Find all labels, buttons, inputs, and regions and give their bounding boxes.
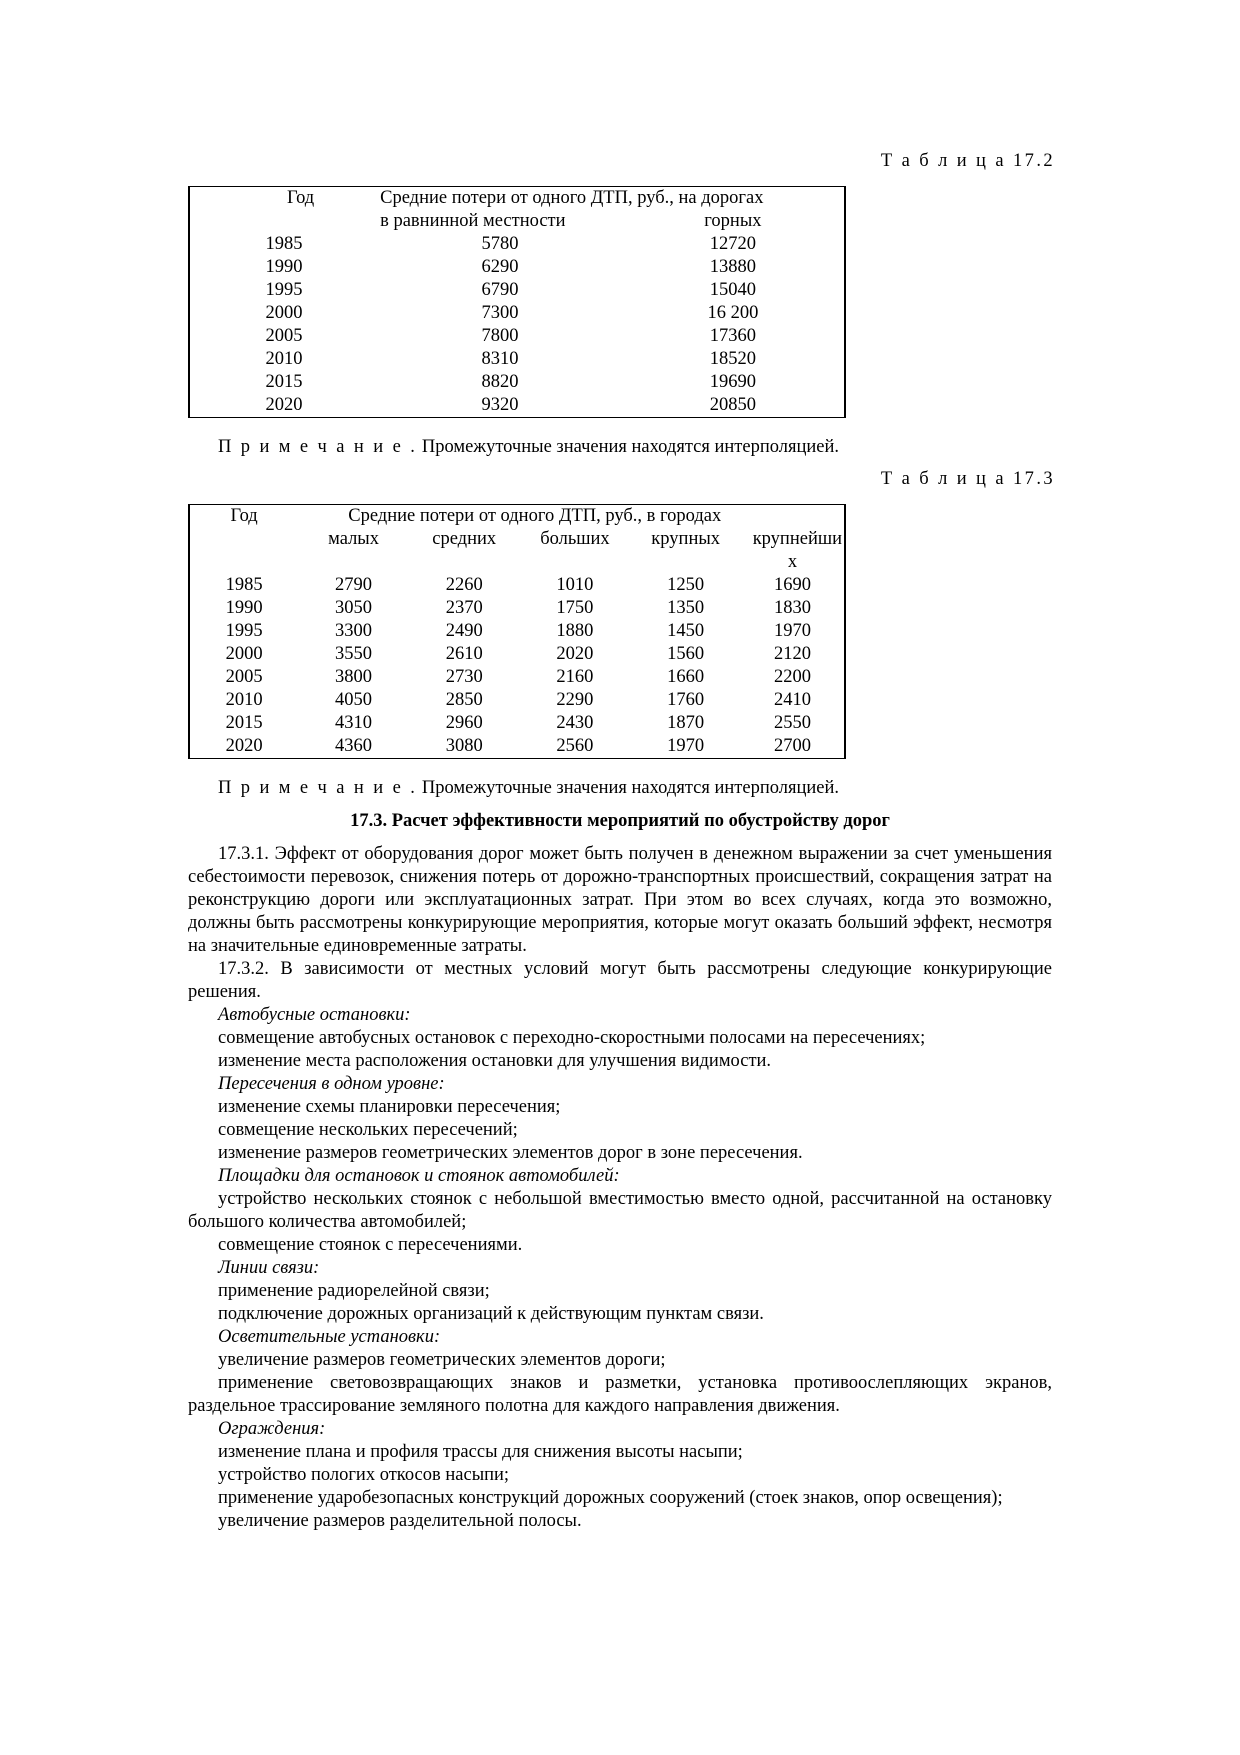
- value-cell: 2370: [445, 598, 483, 618]
- subheader-largest: крупнейши: [752, 529, 842, 549]
- paragraph: изменение плана и профиля трассы для снижения высоты насыпи;: [218, 1442, 743, 1462]
- table-row: [189, 371, 845, 394]
- year-cell: 2000: [265, 303, 303, 323]
- table-row: [189, 325, 845, 348]
- paragraph: совмещение стоянок с пересечениями.: [218, 1235, 523, 1255]
- year-cell: 2000: [225, 644, 263, 664]
- subheader-plain: в равнинной местности: [380, 211, 566, 231]
- value-cell: 2160: [556, 667, 594, 687]
- value-cell: 2260: [445, 575, 483, 595]
- value-cell: 4360: [335, 736, 373, 756]
- value-cell: 3300: [335, 621, 373, 641]
- value-cell: 2200: [774, 667, 812, 687]
- year-header: Год: [287, 188, 315, 208]
- note-label: П р и м е ч а н и е .: [218, 437, 418, 457]
- year-cell: 1995: [265, 280, 303, 300]
- value-cell: 2730: [445, 667, 483, 687]
- value-cell: 2430: [556, 713, 594, 733]
- table-row: [189, 348, 845, 371]
- table-header-row: [189, 505, 845, 529]
- value-cell: 2560: [556, 736, 594, 756]
- value-cell: 2120: [774, 644, 812, 664]
- table-row: [189, 302, 845, 325]
- value-cell: 2610: [445, 644, 483, 664]
- year-cell: 2020: [225, 736, 263, 756]
- value-cell: 4050: [335, 690, 373, 710]
- value-cell: 1750: [556, 598, 594, 618]
- value-cell: 15040: [709, 280, 757, 300]
- value-cell: 2790: [335, 575, 373, 595]
- subheader-large: больших: [540, 529, 610, 549]
- value-cell: 12720: [709, 234, 757, 254]
- value-cell: 1660: [667, 667, 705, 687]
- table-17-3: [188, 504, 846, 759]
- year-header: Год: [230, 506, 258, 526]
- table-17-3-note: [218, 777, 839, 800]
- value-cell: 1250: [667, 575, 705, 595]
- value-cell: 3080: [445, 736, 483, 756]
- table-row: [189, 574, 845, 597]
- note-label: П р и м е ч а н и е .: [218, 778, 418, 798]
- value-cell: 2490: [445, 621, 483, 641]
- table-17-2-body: [189, 233, 845, 418]
- value-cell: 3800: [335, 667, 373, 687]
- paragraph: применение световозвращающих знаков и разметки, установка противоослепляющих экранов, раздельное трассирование земляного полотна для каждого направления движения.: [188, 1373, 1052, 1416]
- table-subheader-wrap-row: [189, 551, 845, 574]
- value-cell: 3050: [335, 598, 373, 618]
- value-cell: 20850: [709, 395, 757, 415]
- table-subheader-row: [189, 210, 845, 233]
- subheader-mountain: горных: [704, 211, 762, 231]
- table-row: [189, 394, 845, 418]
- table-17-2-note: [218, 436, 839, 459]
- value-cell: 2020: [556, 644, 594, 664]
- value-cell: 19690: [709, 372, 757, 392]
- subheader-largest-wrap: х: [787, 552, 798, 572]
- paragraph: 17.3.1. Эффект от оборудования дорог может быть получен в денежном выражении за счет уменьшения себестоимости перевозок, снижения потерь от дорожно-транспортных происшествий, сокращения затрат на реконструкцию дороги или эксплуатационных затрат. При этом во всех случаях, когда это возможно, должны быть рассмотрены конкурирующие мероприятия, которые могут оказать больший эффект, несмотря на значительные единовременные затраты.: [188, 844, 1052, 956]
- paragraph: изменение размеров геометрических элементов дорог в зоне пересечения.: [218, 1143, 803, 1163]
- year-cell: 1990: [225, 598, 263, 618]
- table-row: [189, 233, 845, 256]
- paragraph: устройство пологих откосов насыпи;: [218, 1465, 510, 1485]
- value-cell: 1690: [774, 575, 812, 595]
- table-17-2-caption: Т а б л и ц а 17.2: [880, 151, 1055, 171]
- value-cell: 1970: [774, 621, 812, 641]
- subheader-medium: средних: [432, 529, 497, 549]
- value-cell: 2410: [774, 690, 812, 710]
- value-cell: 13880: [709, 257, 757, 277]
- value-cell: 9320: [481, 395, 519, 415]
- paragraph: применение радиорелейной связи;: [218, 1281, 490, 1301]
- table-header-row: [189, 187, 845, 211]
- table-17-3-caption: Т а б л и ц а 17.3: [880, 469, 1055, 489]
- table-17-2: [188, 186, 846, 418]
- value-cell: 7300: [481, 303, 519, 323]
- value-cell: 6290: [481, 257, 519, 277]
- year-cell: 1985: [225, 575, 263, 595]
- year-cell: 1990: [265, 257, 303, 277]
- paragraph: изменение места расположения остановки для улучшения видимости.: [218, 1051, 772, 1071]
- subsection-heading: Пересечения в одном уровне:: [218, 1074, 445, 1094]
- value-cell: 2550: [774, 713, 812, 733]
- subsection-heading: Площадки для остановок и стоянок автомобилей:: [218, 1166, 620, 1186]
- value-cell: 1760: [667, 690, 705, 710]
- paragraph: увеличение размеров разделительной полосы.: [218, 1511, 582, 1531]
- table-subheader-row: [189, 528, 845, 551]
- table-row: [189, 712, 845, 735]
- value-cell: 1970: [667, 736, 705, 756]
- group-header: Средние потери от одного ДТП, руб., на дорогах: [380, 188, 764, 208]
- value-cell: 8820: [481, 372, 519, 392]
- value-cell: 1560: [667, 644, 705, 664]
- paragraph: применение ударобезопасных конструкций дорожных сооружений (стоек знаков, опор освещения);: [218, 1488, 1003, 1508]
- value-cell: 16 200: [707, 303, 759, 323]
- value-cell: 5780: [481, 234, 519, 254]
- table-row: [189, 735, 845, 759]
- table-17-3-body: [189, 574, 845, 759]
- year-cell: 2015: [265, 372, 303, 392]
- year-cell: 2015: [225, 713, 263, 733]
- subsection-heading: Автобусные остановки:: [218, 1005, 411, 1025]
- subsection-heading: Линии связи:: [218, 1258, 320, 1278]
- year-cell: 2005: [265, 326, 303, 346]
- paragraph: увеличение размеров геометрических элементов дороги;: [218, 1350, 666, 1370]
- value-cell: 2850: [445, 690, 483, 710]
- value-cell: 1870: [667, 713, 705, 733]
- group-header: Средние потери от одного ДТП, руб., в городах: [348, 506, 722, 526]
- paragraph: подключение дорожных организаций к действующим пунктам связи.: [218, 1304, 764, 1324]
- note-text: Промежуточные значения находятся интерполяцией.: [417, 437, 840, 457]
- subheader-small: малых: [328, 529, 379, 549]
- table-row: [189, 689, 845, 712]
- value-cell: 2960: [445, 713, 483, 733]
- value-cell: 17360: [709, 326, 757, 346]
- value-cell: 7800: [481, 326, 519, 346]
- year-cell: 2020: [265, 395, 303, 415]
- table-row: [189, 643, 845, 666]
- value-cell: 1350: [667, 598, 705, 618]
- year-cell: 2005: [225, 667, 263, 687]
- table-row: [189, 256, 845, 279]
- note-text: Промежуточные значения находятся интерполяцией.: [417, 778, 840, 798]
- value-cell: 2290: [556, 690, 594, 710]
- year-cell: 1995: [225, 621, 263, 641]
- paragraph: 17.3.2. В зависимости от местных условий могут быть рассмотрены следующие конкурирующие решения.: [188, 959, 1052, 1002]
- value-cell: 1830: [774, 598, 812, 618]
- year-cell: 1985: [265, 234, 303, 254]
- table-row: [189, 279, 845, 302]
- value-cell: 6790: [481, 280, 519, 300]
- value-cell: 8310: [481, 349, 519, 369]
- year-cell: 2010: [225, 690, 263, 710]
- table-row: [189, 597, 845, 620]
- value-cell: 4310: [335, 713, 373, 733]
- table-row: [189, 620, 845, 643]
- paragraph: изменение схемы планировки пересечения;: [218, 1097, 561, 1117]
- table-row: [189, 666, 845, 689]
- year-cell: 2010: [265, 349, 303, 369]
- value-cell: 1880: [556, 621, 594, 641]
- value-cell: 2700: [774, 736, 812, 756]
- value-cell: 18520: [709, 349, 757, 369]
- section-title: 17.3. Расчет эффективности мероприятий по обустройству дорог: [350, 811, 890, 831]
- paragraph: совмещение нескольких пересечений;: [218, 1120, 518, 1140]
- subheader-major: крупных: [651, 529, 721, 549]
- section-body: [188, 843, 1052, 1533]
- value-cell: 3550: [335, 644, 373, 664]
- value-cell: 1450: [667, 621, 705, 641]
- subsection-heading: Ограждения:: [218, 1419, 326, 1439]
- paragraph: совмещение автобусных остановок с переходно-скоростными полосами на пересечениях;: [218, 1028, 926, 1048]
- paragraph: устройство нескольких стоянок с небольшой вместимостью вместо одной, рассчитанной на остановку большого количества автомобилей;: [188, 1189, 1052, 1232]
- value-cell: 1010: [556, 575, 594, 595]
- subsection-heading: Осветительные установки:: [218, 1327, 441, 1347]
